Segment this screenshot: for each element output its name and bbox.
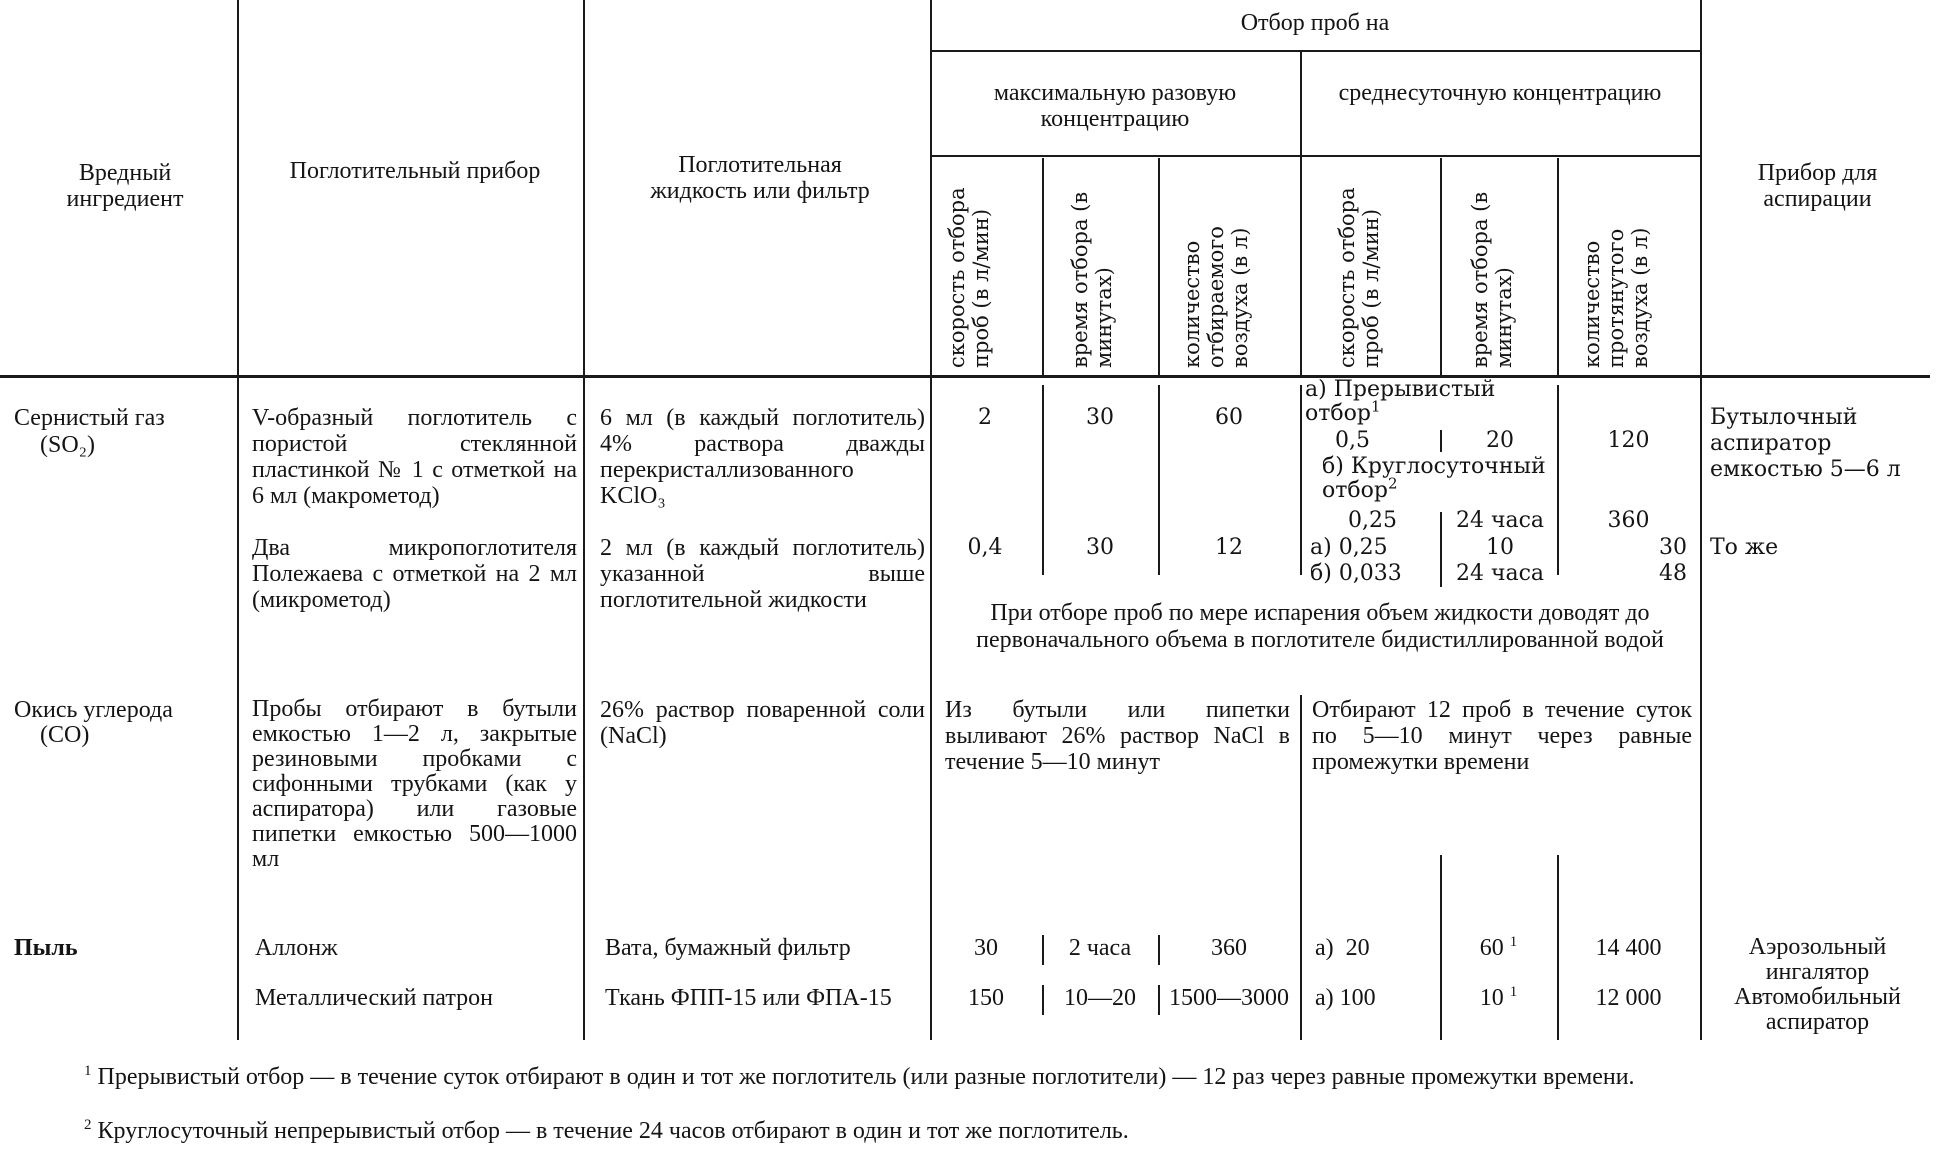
max-volume: 360 [1211,935,1247,961]
ingredient-formula: (SO₂) [40,432,96,458]
col-divider [583,0,585,1040]
max-rate: 30 [974,935,998,961]
liquid-cell: 26% раствор поваренной соли (NaCl) [600,697,925,749]
header-max-volume: количество отбираемого воздуха (в л) [1180,226,1252,368]
device-cell: Пробы отбирают в бутыли емкостью 1—2 л, закрытые резиновыми пробками с сифонными трубками (как у аспиратора) или газовые пипетки емкостью 500—1000 мл [252,696,577,872]
liquid-cell: Ткань ФПП-15 или ФПА-15 [605,985,892,1011]
header-max-rate: скорость отбора проб (в л/мин) [945,187,993,368]
aspirator-cell: Аэрозольный ингалятор [1748,934,1887,985]
daily-2a-volume: 30 [1659,535,1687,560]
max-volume: 60 [1215,405,1243,430]
header-device: Поглотительный прибор [289,158,541,184]
aspirator-cell: Автомобильный аспиратор [1734,984,1901,1035]
daily-2a-rate: а) 0,25 [1310,535,1388,560]
header-daily-volume: количество протянутого воздуха (в л) [1580,227,1652,368]
ingredient-name: Сернистый газ [14,405,165,431]
daily-time: 10 $^1$ [1479,984,1518,1011]
max-rate: 2 [978,405,992,430]
daily-2b-rate: б) 0,033 [1310,561,1402,586]
aspirator-cell: Бутылочный аспиратор емкостью 5—6 л [1710,405,1901,482]
daily-2b-time: 24 часа [1455,561,1545,586]
ingredient-name: Пыль [14,935,78,961]
header-daily-concentration: среднесуточную концентрацию [1338,80,1662,106]
daily-a-label: а) Прерывистый отбор$^1$ [1305,377,1496,426]
daily-a-rate: 0,5 [1335,428,1370,453]
max-concentration-cell: Из бутыли или пипетки выливают 26% раствор NaCl в течение 5—10 минут [945,697,1290,775]
col-divider [1700,0,1702,1040]
daily-time: 60 $^1$ [1479,934,1518,961]
header-daily-rate: скорость отбора проб (в л/мин) [1335,187,1383,368]
col-divider [1440,158,1442,375]
so2-note: При отборе проб по мере испарения объем жидкости доводят до первоначального объема в поглотителе бидистиллированной водой [976,600,1664,653]
col-divider [1300,385,1302,575]
daily-2b-volume: 48 [1659,561,1687,586]
header-sampling-group: Отбор проб на [1240,10,1390,36]
daily-volume: 12 000 [1595,985,1662,1011]
footnote-mark: 1 [84,1063,92,1079]
max-time: 30 [1086,535,1114,560]
max-volume: 1500—3000 [1169,985,1289,1011]
max-time: 2 часа [1068,935,1132,961]
footnote-1: $^1$ Прерывистый отбор — в течение суток отбирают в один и тот же поглотитель (или разные поглотители) — 12 раз через равные промежутки времени. [84,1063,1635,1090]
daily-2a-time: 10 [1486,535,1514,560]
max-time: 30 [1086,405,1114,430]
daily-rate: а) 20 [1315,935,1370,961]
device-cell: Аллонж [255,935,338,961]
footnote-ref: 1 [1509,984,1518,1000]
daily-a-time: 20 [1486,428,1514,453]
daily-b-time: 24 часа [1455,508,1545,533]
footnote-mark: 2 [84,1117,92,1133]
col-divider [1557,158,1559,375]
col-divider [1158,158,1160,375]
col-divider [237,0,239,1040]
aspirator-cell: То же [1710,535,1779,560]
footnote-ref: 2 [1388,474,1398,493]
footnote-2: $^2$ Круглосуточный непрерывистый отбор — в течение 24 часов отбирают в один и тот же поглотитель. [84,1117,1129,1144]
daily-concentration-cell: Отбирают 12 проб в течение суток по 5—10 минут через равные промежутки времени [1312,697,1692,775]
row-divider [930,50,1700,52]
liquid-cell: 2 мл (в каждый поглотитель) указанной выше поглотительной жидкости [600,535,925,613]
col-divider [1440,512,1442,587]
liquid-cell: Вата, бумажный фильтр [605,935,851,961]
header-max-time: время отбора (в минутах) [1068,191,1116,368]
max-volume: 12 [1215,535,1243,560]
header-liquid: Поглотительная жидкость или фильтр [650,152,870,204]
daily-b-volume: 360 [1607,508,1650,533]
col-divider [1440,430,1442,452]
header-aspirator: Прибор для аспирации [1757,160,1878,212]
header-daily-time: время отбора (в минутах) [1468,191,1516,368]
daily-b-rate: 0,25 [1348,508,1397,533]
daily-rate: а) 100 [1315,985,1376,1011]
daily-a-volume: 120 [1607,428,1650,453]
device-cell: Металлический патрон [255,985,493,1011]
header-max-concentration: максимальную разовую концентрацию [993,80,1237,132]
footnote-ref: 1 [1509,934,1518,950]
ingredient-formula: (CO) [40,722,90,748]
max-rate: 0,4 [967,535,1003,560]
daily-b-label: б) Круглосуточный отбор$^2$ [1322,454,1546,503]
max-time: 10—20 [1064,985,1136,1011]
device-cell: V-образный поглотитель с пористой стеклянной пластинкой № 1 с отметкой на 6 мл (макрометод) [252,405,577,509]
header-bottom-rule [0,375,1930,378]
header-ingredient: Вредный ингредиент [66,160,184,212]
col-divider [1300,695,1302,1040]
daily-volume: 14 400 [1595,935,1662,961]
ingredient-name: Окись углерода [14,697,173,723]
col-divider [1042,158,1044,375]
device-cell: Два микропоглотителя Полежаева с отметкой на 2 мл (микрометод) [252,535,577,613]
max-rate: 150 [968,985,1004,1011]
col-divider [1300,50,1302,375]
row-divider [930,155,1700,157]
footnote-ref: 1 [1371,397,1381,416]
liquid-cell: 6 мл (в каждый поглотитель) 4% раствора дважды перекристаллизованного KClO₃ [600,405,925,509]
